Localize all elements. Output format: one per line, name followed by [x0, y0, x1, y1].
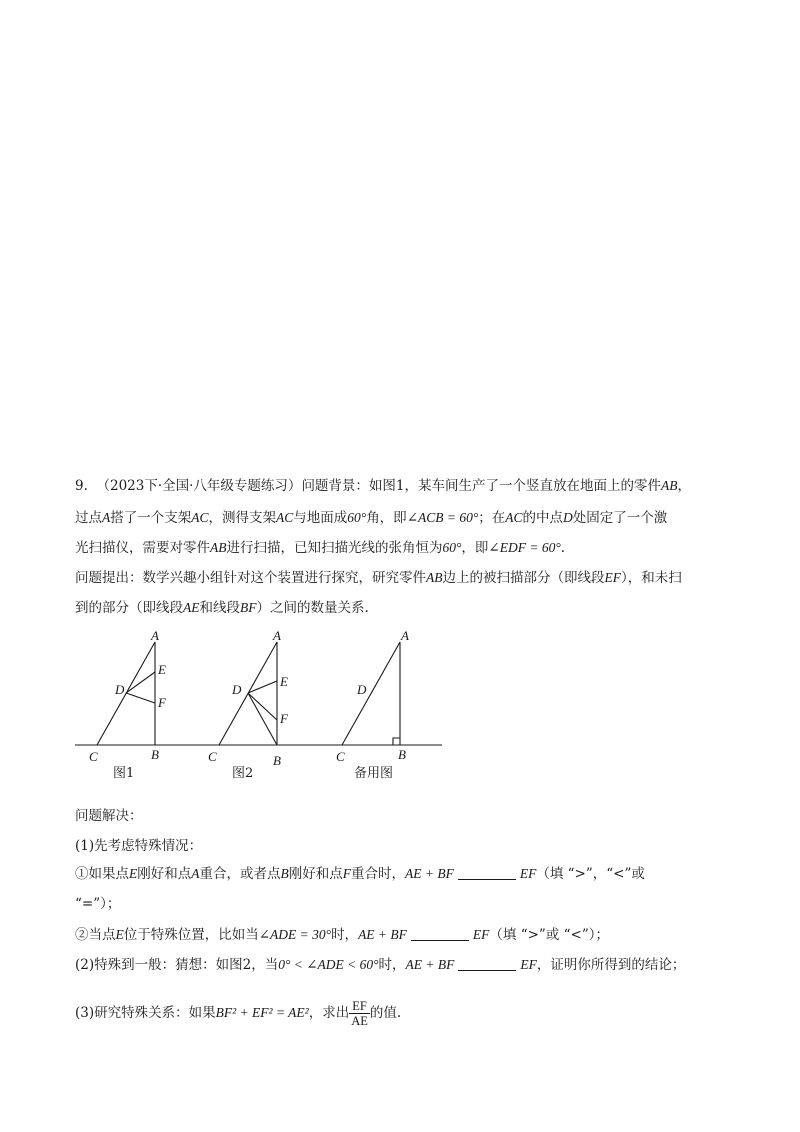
text: 的中点: [522, 510, 564, 526]
text: 和线段: [199, 600, 240, 616]
math-AB: AB: [210, 540, 227, 555]
problem-line-2: [75, 508, 667, 528]
segment-DE: [248, 681, 277, 693]
math-AB: AB: [426, 570, 443, 585]
part-3: [75, 996, 401, 1030]
text: 过点: [75, 510, 102, 526]
math-angle-EDF: ∠EDF = 60°: [488, 540, 561, 555]
math-AE-plus-BF: AE + BF: [405, 866, 454, 881]
text: ②当点: [75, 927, 116, 943]
label-B: B: [398, 747, 406, 762]
math-AC: AC: [276, 510, 294, 525]
text: 位于特殊位置，比如当: [123, 927, 259, 943]
text: ，证明你所得到的结论；: [536, 957, 686, 973]
text: 如图1，某车间生产了一个竖直放在地面上的零件: [368, 478, 662, 494]
math-angle-ACB: ∠ACB = 60°: [406, 510, 479, 525]
label-D: D: [115, 682, 125, 697]
math-E: E: [129, 866, 138, 881]
math-AE-plus-BF: AE + BF: [405, 957, 455, 972]
text: ①如果点: [75, 866, 129, 882]
label-C: C: [89, 749, 98, 764]
fraction-numerator: EF: [349, 999, 370, 1014]
problem-line-3: [75, 538, 565, 558]
part-1-case-1-cont: “=”）；: [75, 896, 121, 912]
geometry-figures: [0, 628, 800, 798]
text: 时，: [378, 957, 406, 973]
label-F: F: [158, 695, 166, 710]
math-F: F: [342, 866, 351, 881]
math-A: A: [191, 866, 200, 881]
figure-1: [75, 628, 198, 781]
math-A: A: [102, 510, 111, 525]
text: ，: [677, 478, 692, 494]
text: ），和未扫: [621, 570, 682, 586]
text: ，测得支架: [208, 510, 277, 526]
text: (2)特殊到一般：猜想：如图2，当: [75, 957, 279, 973]
text: 边上的被扫描部分（即线段: [442, 570, 605, 586]
part-1-case-1: [75, 864, 645, 884]
label-D: D: [232, 682, 242, 697]
math-AC: AC: [191, 510, 209, 525]
text: 进行扫描，已知扫描光线的张角恒为: [226, 540, 443, 556]
problem-number: 9.: [75, 478, 88, 494]
segment-AC: [342, 642, 400, 745]
part-1-heading: (1)先考虑特殊情况：: [75, 838, 203, 854]
label-A: A: [273, 628, 281, 643]
text: 角，即: [366, 510, 407, 526]
label-C: C: [208, 749, 217, 764]
math-angle-ADE-30: ∠ADE = 30°: [258, 927, 332, 942]
segment-DB: [248, 693, 277, 745]
math-equation: BF² + EF² = AE²: [215, 1005, 309, 1020]
math-AC: AC: [505, 510, 523, 525]
solution-title: 问题解决：: [75, 808, 143, 824]
fraction-EF-over-AE: [349, 999, 370, 1028]
problem-line-5: [75, 598, 369, 618]
text: 重合，或者点: [199, 866, 281, 882]
text: 重合时，: [351, 866, 405, 882]
segment-DF: [248, 693, 277, 720]
segment-DF: [126, 693, 155, 703]
text: 问题提出：数学兴趣小组针对这个装置进行探究，研究零件: [75, 570, 426, 586]
text: ，求出: [308, 1005, 350, 1021]
label-B: B: [273, 753, 281, 768]
math-B: B: [280, 866, 289, 881]
text: 刚好和点: [137, 866, 192, 882]
text: 时，: [331, 927, 359, 943]
text: .: [560, 540, 566, 556]
math-AE-plus-BF: AE + BF: [358, 927, 407, 942]
math-60deg: 60°: [442, 540, 462, 555]
part-2: [75, 955, 685, 975]
background-title: 问题背景：: [301, 478, 369, 494]
figure-3-caption: 备用图: [354, 766, 394, 781]
text: 到的部分（即线段: [75, 600, 183, 616]
figure-1-caption: 图1: [113, 766, 135, 781]
text: ，即: [461, 540, 489, 556]
segment-DE: [126, 672, 155, 693]
math-BF: BF: [240, 600, 257, 615]
label-F: F: [280, 711, 288, 726]
label-A: A: [151, 628, 159, 643]
math-AE: AE: [183, 600, 200, 615]
answer-blank-1[interactable]: [458, 865, 516, 880]
answer-blank-3[interactable]: [458, 956, 516, 971]
label-E: E: [158, 662, 166, 677]
math-AB: AB: [661, 478, 678, 493]
text: (3)研究特殊关系：如果: [75, 1005, 216, 1021]
math-EF: EF: [472, 927, 490, 942]
text: 刚好和点: [288, 866, 343, 882]
math-D: D: [563, 510, 573, 525]
math-angle-range: 0° < ∠ADE < 60°: [278, 957, 379, 972]
math-60deg: 60°: [347, 510, 367, 525]
text: 处固定了一个激: [572, 510, 668, 526]
problem-line-1: [75, 476, 691, 496]
math-EF: EF: [520, 957, 537, 972]
label-C: C: [336, 749, 345, 764]
text: 与地面成: [293, 510, 348, 526]
text: 光扫描仪，需要对零件: [75, 540, 210, 556]
figure-3: [320, 628, 442, 781]
text: （填 “>”或 “<”）；: [489, 927, 609, 943]
problem-source: （2023下·全国·八年级专题练习）: [96, 478, 302, 494]
right-angle-mark: [393, 738, 400, 745]
label-E: E: [280, 674, 288, 689]
label-B: B: [151, 747, 159, 762]
text: 的值.: [369, 1005, 402, 1021]
problem-line-4: [75, 568, 682, 588]
label-D: D: [357, 682, 367, 697]
fraction-denominator: AE: [351, 1014, 368, 1028]
answer-blank-2[interactable]: [411, 926, 469, 941]
part-1-case-2: [75, 925, 609, 945]
math-EF: EF: [604, 570, 621, 585]
text: （填 “>”，“<”或: [536, 866, 645, 882]
figure-2-caption: 图2: [232, 766, 254, 781]
text: ）之间的数量关系.: [256, 600, 369, 616]
text: ；在: [478, 510, 506, 526]
math-EF: EF: [519, 866, 537, 881]
figure-2: [198, 628, 320, 781]
math-E: E: [115, 927, 124, 942]
label-A: A: [401, 628, 409, 643]
text: 搭了一个支架: [110, 510, 192, 526]
